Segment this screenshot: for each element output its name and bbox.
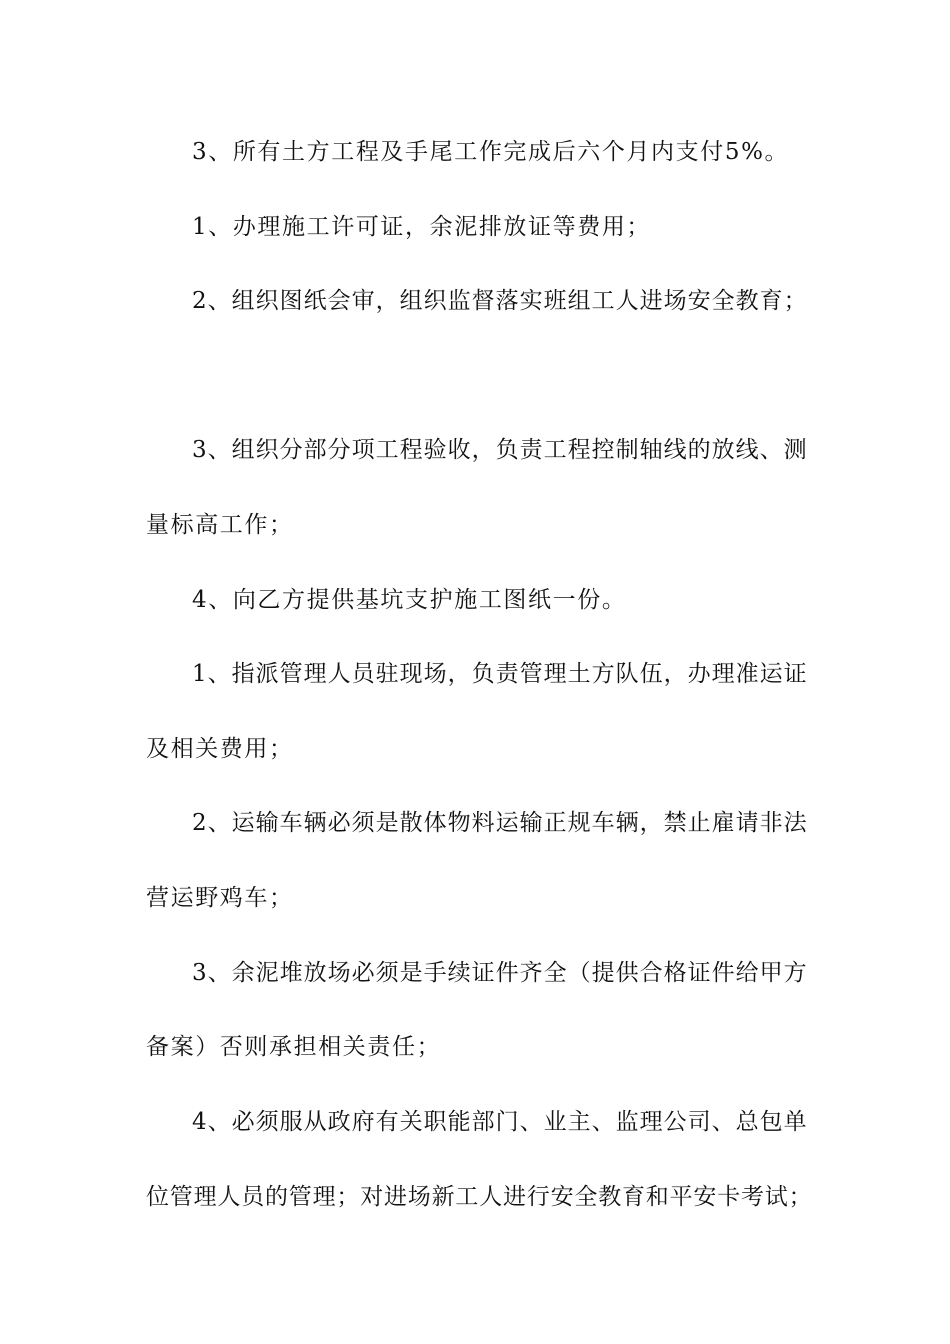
paragraph-line-14: 位管理人员的管理；对进场新工人进行安全教育和平安卡考试；	[146, 1184, 813, 1210]
paragraph-line-9: 2、运输车辆必须是散体物料运输正规车辆，禁止雇请非法	[192, 810, 808, 836]
paragraph-line-7: 1、指派管理人员驻现场，负责管理土方队伍，办理准运证	[192, 661, 808, 687]
paragraph-line-10: 营运野鸡车；	[146, 885, 294, 911]
paragraph-line-4: 3、组织分部分项工程验收，负责工程控制轴线的放线、测	[192, 437, 808, 463]
paragraph-line-13: 4、必须服从政府有关职能部门、业主、监理公司、总包单	[192, 1109, 808, 1135]
paragraph-line-3: 2、组织图纸会审，组织监督落实班组工人进场安全教育；	[192, 288, 808, 314]
paragraph-line-6: 4、向乙方提供基坑支护施工图纸一份。	[192, 587, 627, 613]
paragraph-line-5: 量标高工作；	[146, 512, 294, 538]
paragraph-line-2: 1、办理施工许可证，余泥排放证等费用；	[192, 214, 652, 240]
paragraph-line-1: 3、所有土方工程及手尾工作完成后六个月内支付5%。	[192, 139, 790, 165]
paragraph-line-8: 及相关费用；	[146, 736, 294, 762]
paragraph-line-12: 备案）否则承担相关责任；	[146, 1034, 442, 1060]
paragraph-line-11: 3、余泥堆放场必须是手续证件齐全（提供合格证件给甲方	[192, 960, 808, 986]
